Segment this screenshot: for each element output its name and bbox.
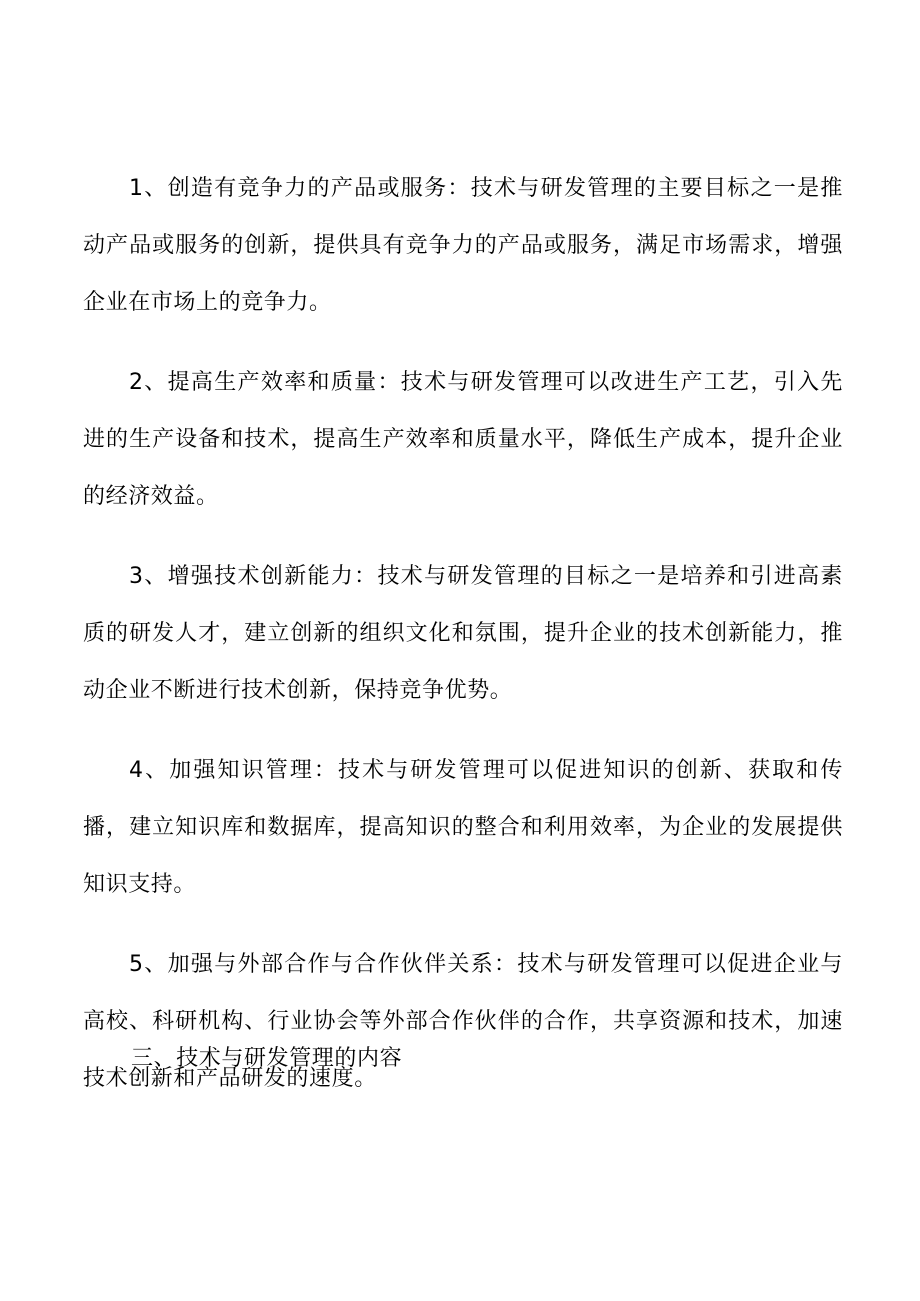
document-body xyxy=(83,160,843,1130)
paragraph-goal-1: 1、创造有竞争力的产品或服务：技术与研发管理的主要目标之一是推动产品或服务的创新，提供具有竞争力的产品或服务，满足市场需求，增强企业在市场上的竞争力。 xyxy=(83,176,843,315)
paragraph-goal-3: 3、增强技术创新能力：技术与研发管理的目标之一是培养和引进高素质的研发人才，建立创新的组织文化和氛围，提升企业的技术创新能力，推动企业不断进行技术创新，保持竞争优势。 xyxy=(83,564,843,703)
paragraph-goal-5: 5、加强与外部合作与合作伙伴关系：技术与研发管理可以促进企业与高校、科研机构、行业协会等外部合作伙伴的合作，共享资源和技术，加速技术创新和产品研发的速度。 xyxy=(83,952,843,1091)
paragraph-goal-2: 2、提高生产效率和质量：技术与研发管理可以改进生产工艺，引入先进的生产设备和技术，提高生产效率和质量水平，降低生产成本，提升企业的经济效益。 xyxy=(83,370,843,509)
paragraph-goal-4: 4、加强知识管理：技术与研发管理可以促进知识的创新、获取和传播，建立知识库和数据库，提高知识的整合和利用效率，为企业的发展提供知识支持。 xyxy=(83,758,843,897)
section-heading: 三、技术与研发管理的内容 xyxy=(131,1046,403,1071)
